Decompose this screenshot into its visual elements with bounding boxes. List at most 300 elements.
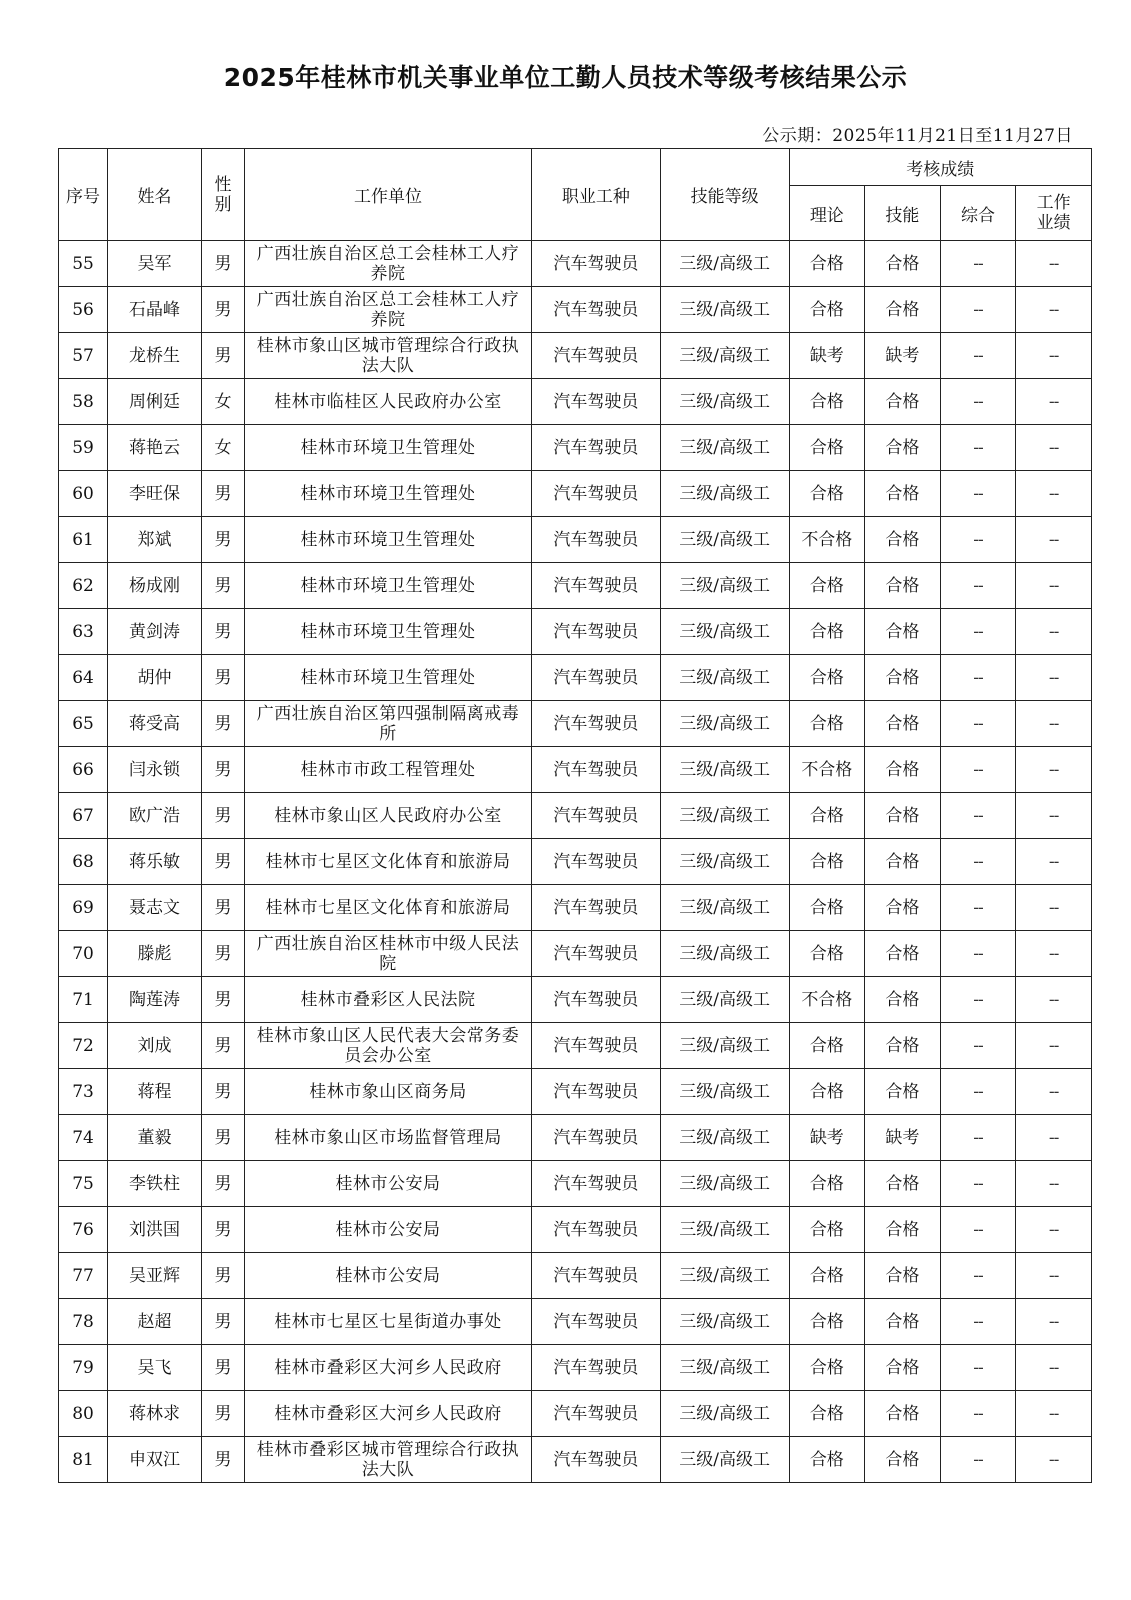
- cell-theory: 合格: [789, 1299, 865, 1345]
- header-seq: 序号: [59, 149, 108, 241]
- page-title: 2025年桂林市机关事业单位工勤人员技术等级考核结果公示: [223, 63, 908, 92]
- cell-seq: 81: [59, 1437, 108, 1483]
- cell-level: 三级/高级工: [660, 1299, 789, 1345]
- cell-level: 三级/高级工: [660, 1115, 789, 1161]
- cell-seq: 73: [59, 1069, 108, 1115]
- cell-skill: 合格: [865, 609, 941, 655]
- header-name: 姓名: [108, 149, 202, 241]
- cell-work: --: [1016, 1253, 1092, 1299]
- header-level: 技能等级: [660, 149, 789, 241]
- cell-theory: 合格: [789, 1253, 865, 1299]
- header-overall: 综合: [940, 186, 1016, 241]
- cell-name: 陶莲涛: [108, 977, 202, 1023]
- cell-overall: --: [940, 747, 1016, 793]
- cell-work: --: [1016, 1069, 1092, 1115]
- cell-theory: 合格: [789, 471, 865, 517]
- cell-overall: --: [940, 839, 1016, 885]
- cell-level: 三级/高级工: [660, 241, 789, 287]
- cell-overall: --: [940, 1299, 1016, 1345]
- table-row: [59, 471, 1092, 517]
- cell-name: 闫永锁: [108, 747, 202, 793]
- cell-level: 三级/高级工: [660, 425, 789, 471]
- cell-overall: --: [940, 425, 1016, 471]
- cell-unit: 桂林市环境卫生管理处: [244, 517, 531, 563]
- cell-seq: 67: [59, 793, 108, 839]
- cell-work: --: [1016, 839, 1092, 885]
- cell-level: 三级/高级工: [660, 839, 789, 885]
- table-row: [59, 701, 1092, 747]
- table-row: [59, 793, 1092, 839]
- table-body: [59, 241, 1092, 1483]
- cell-theory: 不合格: [789, 517, 865, 563]
- cell-theory: 合格: [789, 793, 865, 839]
- cell-skill: 合格: [865, 1299, 941, 1345]
- cell-work: --: [1016, 1023, 1092, 1069]
- cell-job: 汽车驾驶员: [532, 1115, 661, 1161]
- cell-unit: 广西壮族自治区第四强制隔离戒毒所: [244, 701, 531, 747]
- cell-gender: 男: [202, 1437, 245, 1483]
- cell-overall: --: [940, 563, 1016, 609]
- cell-seq: 59: [59, 425, 108, 471]
- cell-theory: 合格: [789, 287, 865, 333]
- table-row: [59, 1253, 1092, 1299]
- cell-skill: 合格: [865, 839, 941, 885]
- cell-level: 三级/高级工: [660, 287, 789, 333]
- cell-seq: 61: [59, 517, 108, 563]
- cell-unit: 广西壮族自治区总工会桂林工人疗养院: [244, 287, 531, 333]
- cell-theory: 合格: [789, 1161, 865, 1207]
- cell-seq: 75: [59, 1161, 108, 1207]
- cell-seq: 66: [59, 747, 108, 793]
- cell-name: 吴亚辉: [108, 1253, 202, 1299]
- cell-gender: 男: [202, 1161, 245, 1207]
- cell-work: --: [1016, 1207, 1092, 1253]
- table-row: [59, 287, 1092, 333]
- cell-skill: 合格: [865, 747, 941, 793]
- cell-unit: 桂林市叠彩区大河乡人民政府: [244, 1391, 531, 1437]
- table-row: [59, 747, 1092, 793]
- cell-theory: 合格: [789, 241, 865, 287]
- cell-name: 欧广浩: [108, 793, 202, 839]
- cell-seq: 72: [59, 1023, 108, 1069]
- cell-work: --: [1016, 701, 1092, 747]
- table-row: [59, 1391, 1092, 1437]
- table-row: [59, 885, 1092, 931]
- cell-gender: 男: [202, 977, 245, 1023]
- cell-work: --: [1016, 793, 1092, 839]
- cell-skill: 合格: [865, 379, 941, 425]
- cell-unit: 桂林市公安局: [244, 1207, 531, 1253]
- cell-seq: 74: [59, 1115, 108, 1161]
- cell-level: 三级/高级工: [660, 1069, 789, 1115]
- header-skill: 技能: [865, 186, 941, 241]
- cell-work: --: [1016, 1437, 1092, 1483]
- cell-level: 三级/高级工: [660, 977, 789, 1023]
- cell-job: 汽车驾驶员: [532, 333, 661, 379]
- table-row: [59, 241, 1092, 287]
- cell-job: 汽车驾驶员: [532, 1299, 661, 1345]
- cell-job: 汽车驾驶员: [532, 793, 661, 839]
- header-theory: 理论: [789, 186, 865, 241]
- publicity-period: 公示期：2025年11月21日至11月27日: [762, 126, 1073, 146]
- cell-work: --: [1016, 1391, 1092, 1437]
- table-row: [59, 379, 1092, 425]
- cell-theory: 合格: [789, 701, 865, 747]
- cell-name: 刘洪国: [108, 1207, 202, 1253]
- header-work-line2: 业绩: [1036, 213, 1071, 233]
- cell-unit: 桂林市七星区文化体育和旅游局: [244, 839, 531, 885]
- cell-theory: 合格: [789, 563, 865, 609]
- cell-gender: 男: [202, 1069, 245, 1115]
- cell-gender: 男: [202, 885, 245, 931]
- cell-seq: 63: [59, 609, 108, 655]
- cell-job: 汽车驾驶员: [532, 609, 661, 655]
- cell-skill: 缺考: [865, 1115, 941, 1161]
- cell-unit: 桂林市叠彩区人民法院: [244, 977, 531, 1023]
- cell-work: --: [1016, 287, 1092, 333]
- cell-work: --: [1016, 609, 1092, 655]
- cell-skill: 合格: [865, 1437, 941, 1483]
- cell-seq: 58: [59, 379, 108, 425]
- cell-theory: 合格: [789, 885, 865, 931]
- cell-overall: --: [940, 793, 1016, 839]
- cell-overall: --: [940, 977, 1016, 1023]
- cell-level: 三级/高级工: [660, 1391, 789, 1437]
- cell-overall: --: [940, 655, 1016, 701]
- cell-name: 聂志文: [108, 885, 202, 931]
- cell-overall: --: [940, 1437, 1016, 1483]
- cell-unit: 桂林市市政工程管理处: [244, 747, 531, 793]
- cell-job: 汽车驾驶员: [532, 701, 661, 747]
- cell-overall: --: [940, 1207, 1016, 1253]
- cell-skill: 合格: [865, 287, 941, 333]
- cell-skill: 合格: [865, 517, 941, 563]
- cell-gender: 男: [202, 1115, 245, 1161]
- cell-gender: 男: [202, 609, 245, 655]
- cell-theory: 合格: [789, 1207, 865, 1253]
- cell-name: 胡仲: [108, 655, 202, 701]
- table-row: [59, 1299, 1092, 1345]
- cell-level: 三级/高级工: [660, 1253, 789, 1299]
- cell-gender: 男: [202, 1299, 245, 1345]
- cell-name: 郑斌: [108, 517, 202, 563]
- table-row: [59, 333, 1092, 379]
- cell-level: 三级/高级工: [660, 609, 789, 655]
- cell-skill: 合格: [865, 1023, 941, 1069]
- cell-work: --: [1016, 655, 1092, 701]
- cell-job: 汽车驾驶员: [532, 471, 661, 517]
- cell-overall: --: [940, 287, 1016, 333]
- cell-skill: 缺考: [865, 333, 941, 379]
- cell-theory: 合格: [789, 609, 865, 655]
- cell-seq: 55: [59, 241, 108, 287]
- cell-theory: 缺考: [789, 333, 865, 379]
- cell-seq: 57: [59, 333, 108, 379]
- table-row: [59, 1023, 1092, 1069]
- table-row: [59, 839, 1092, 885]
- cell-seq: 80: [59, 1391, 108, 1437]
- cell-unit: 桂林市公安局: [244, 1253, 531, 1299]
- table-row: [59, 1437, 1092, 1483]
- cell-work: --: [1016, 425, 1092, 471]
- header-gender-line1: 性: [214, 174, 232, 195]
- cell-level: 三级/高级工: [660, 471, 789, 517]
- cell-work: --: [1016, 1115, 1092, 1161]
- cell-gender: 女: [202, 379, 245, 425]
- cell-gender: 男: [202, 655, 245, 701]
- cell-job: 汽车驾驶员: [532, 563, 661, 609]
- cell-level: 三级/高级工: [660, 701, 789, 747]
- cell-overall: --: [940, 517, 1016, 563]
- cell-gender: 男: [202, 931, 245, 977]
- cell-unit: 桂林市环境卫生管理处: [244, 655, 531, 701]
- cell-gender: 女: [202, 425, 245, 471]
- cell-overall: --: [940, 885, 1016, 931]
- cell-overall: --: [940, 1391, 1016, 1437]
- cell-theory: 不合格: [789, 977, 865, 1023]
- cell-name: 吴飞: [108, 1345, 202, 1391]
- header-work-line1: 工作: [1036, 193, 1071, 213]
- header-results: 考核成绩: [789, 149, 1091, 186]
- cell-seq: 77: [59, 1253, 108, 1299]
- table-header: [59, 149, 1092, 241]
- cell-gender: 男: [202, 747, 245, 793]
- cell-name: 吴军: [108, 241, 202, 287]
- cell-overall: --: [940, 1161, 1016, 1207]
- cell-gender: 男: [202, 241, 245, 287]
- cell-level: 三级/高级工: [660, 931, 789, 977]
- table-row: [59, 1345, 1092, 1391]
- header-unit: 工作单位: [244, 149, 531, 241]
- cell-overall: --: [940, 701, 1016, 747]
- cell-seq: 65: [59, 701, 108, 747]
- cell-skill: 合格: [865, 563, 941, 609]
- cell-seq: 71: [59, 977, 108, 1023]
- cell-work: --: [1016, 241, 1092, 287]
- cell-gender: 男: [202, 1023, 245, 1069]
- cell-seq: 64: [59, 655, 108, 701]
- table-row: [59, 1069, 1092, 1115]
- cell-unit: 桂林市象山区人民政府办公室: [244, 793, 531, 839]
- cell-skill: 合格: [865, 1253, 941, 1299]
- cell-gender: 男: [202, 1207, 245, 1253]
- cell-seq: 69: [59, 885, 108, 931]
- cell-gender: 男: [202, 839, 245, 885]
- cell-unit: 桂林市环境卫生管理处: [244, 609, 531, 655]
- cell-name: 龙桥生: [108, 333, 202, 379]
- cell-level: 三级/高级工: [660, 655, 789, 701]
- cell-theory: 不合格: [789, 747, 865, 793]
- cell-job: 汽车驾驶员: [532, 885, 661, 931]
- cell-overall: --: [940, 1069, 1016, 1115]
- cell-job: 汽车驾驶员: [532, 287, 661, 333]
- cell-name: 蒋程: [108, 1069, 202, 1115]
- header-gender: [202, 149, 245, 241]
- cell-job: 汽车驾驶员: [532, 1207, 661, 1253]
- cell-seq: 76: [59, 1207, 108, 1253]
- cell-level: 三级/高级工: [660, 747, 789, 793]
- cell-unit: 桂林市七星区七星街道办事处: [244, 1299, 531, 1345]
- cell-level: 三级/高级工: [660, 885, 789, 931]
- cell-work: --: [1016, 563, 1092, 609]
- cell-unit: 桂林市环境卫生管理处: [244, 425, 531, 471]
- cell-gender: 男: [202, 471, 245, 517]
- results-table: [58, 148, 1092, 1483]
- cell-job: 汽车驾驶员: [532, 1253, 661, 1299]
- cell-unit: 桂林市叠彩区城市管理综合行政执法大队: [244, 1437, 531, 1483]
- cell-job: 汽车驾驶员: [532, 1023, 661, 1069]
- table-row: [59, 609, 1092, 655]
- cell-name: 杨成刚: [108, 563, 202, 609]
- cell-name: 石晶峰: [108, 287, 202, 333]
- cell-seq: 60: [59, 471, 108, 517]
- cell-work: --: [1016, 747, 1092, 793]
- cell-name: 李旺保: [108, 471, 202, 517]
- cell-work: --: [1016, 1161, 1092, 1207]
- cell-unit: 桂林市临桂区人民政府办公室: [244, 379, 531, 425]
- cell-work: --: [1016, 1299, 1092, 1345]
- table-row: [59, 425, 1092, 471]
- cell-seq: 70: [59, 931, 108, 977]
- cell-skill: 合格: [865, 471, 941, 517]
- cell-name: 李铁柱: [108, 1161, 202, 1207]
- cell-job: 汽车驾驶员: [532, 241, 661, 287]
- cell-job: 汽车驾驶员: [532, 1437, 661, 1483]
- cell-job: 汽车驾驶员: [532, 1345, 661, 1391]
- cell-unit: 桂林市象山区城市管理综合行政执法大队: [244, 333, 531, 379]
- cell-job: 汽车驾驶员: [532, 517, 661, 563]
- cell-job: 汽车驾驶员: [532, 379, 661, 425]
- cell-job: 汽车驾驶员: [532, 1069, 661, 1115]
- cell-job: 汽车驾驶员: [532, 839, 661, 885]
- cell-theory: 合格: [789, 379, 865, 425]
- cell-skill: 合格: [865, 1207, 941, 1253]
- cell-seq: 62: [59, 563, 108, 609]
- cell-name: 黄剑涛: [108, 609, 202, 655]
- cell-skill: 合格: [865, 1161, 941, 1207]
- cell-theory: 合格: [789, 839, 865, 885]
- table-row: [59, 655, 1092, 701]
- cell-gender: 男: [202, 1345, 245, 1391]
- cell-gender: 男: [202, 1391, 245, 1437]
- cell-name: 申双江: [108, 1437, 202, 1483]
- cell-unit: 广西壮族自治区总工会桂林工人疗养院: [244, 241, 531, 287]
- cell-work: --: [1016, 977, 1092, 1023]
- table-row: [59, 563, 1092, 609]
- cell-skill: 合格: [865, 977, 941, 1023]
- cell-seq: 56: [59, 287, 108, 333]
- cell-skill: 合格: [865, 701, 941, 747]
- cell-name: 周俐廷: [108, 379, 202, 425]
- cell-gender: 男: [202, 517, 245, 563]
- cell-job: 汽车驾驶员: [532, 655, 661, 701]
- table-row: [59, 1161, 1092, 1207]
- cell-work: --: [1016, 1345, 1092, 1391]
- cell-theory: 合格: [789, 931, 865, 977]
- cell-skill: 合格: [865, 1069, 941, 1115]
- cell-work: --: [1016, 471, 1092, 517]
- cell-overall: --: [940, 1345, 1016, 1391]
- cell-name: 滕彪: [108, 931, 202, 977]
- header-job: 职业工种: [532, 149, 661, 241]
- cell-level: 三级/高级工: [660, 517, 789, 563]
- cell-unit: 桂林市七星区文化体育和旅游局: [244, 885, 531, 931]
- cell-theory: 合格: [789, 1069, 865, 1115]
- table-row: [59, 1115, 1092, 1161]
- cell-level: 三级/高级工: [660, 793, 789, 839]
- cell-name: 蒋艳云: [108, 425, 202, 471]
- cell-unit: 广西壮族自治区桂林市中级人民法院: [244, 931, 531, 977]
- cell-overall: --: [940, 609, 1016, 655]
- cell-work: --: [1016, 885, 1092, 931]
- cell-skill: 合格: [865, 241, 941, 287]
- cell-name: 蒋林求: [108, 1391, 202, 1437]
- cell-name: 刘成: [108, 1023, 202, 1069]
- cell-gender: 男: [202, 1253, 245, 1299]
- cell-name: 董毅: [108, 1115, 202, 1161]
- cell-gender: 男: [202, 287, 245, 333]
- cell-overall: --: [940, 1023, 1016, 1069]
- cell-level: 三级/高级工: [660, 1345, 789, 1391]
- cell-theory: 合格: [789, 1437, 865, 1483]
- cell-level: 三级/高级工: [660, 1207, 789, 1253]
- cell-overall: --: [940, 1253, 1016, 1299]
- cell-skill: 合格: [865, 885, 941, 931]
- table-row: [59, 517, 1092, 563]
- cell-theory: 合格: [789, 1023, 865, 1069]
- cell-unit: 桂林市环境卫生管理处: [244, 563, 531, 609]
- cell-seq: 79: [59, 1345, 108, 1391]
- cell-theory: 合格: [789, 1345, 865, 1391]
- cell-unit: 桂林市叠彩区大河乡人民政府: [244, 1345, 531, 1391]
- cell-theory: 缺考: [789, 1115, 865, 1161]
- cell-level: 三级/高级工: [660, 1023, 789, 1069]
- cell-name: 蒋乐敏: [108, 839, 202, 885]
- cell-seq: 68: [59, 839, 108, 885]
- header-work: [1016, 186, 1092, 241]
- cell-skill: 合格: [865, 931, 941, 977]
- cell-theory: 合格: [789, 655, 865, 701]
- cell-unit: 桂林市公安局: [244, 1161, 531, 1207]
- cell-skill: 合格: [865, 1345, 941, 1391]
- cell-skill: 合格: [865, 1391, 941, 1437]
- header-gender-line2: 别: [214, 194, 232, 215]
- cell-job: 汽车驾驶员: [532, 931, 661, 977]
- cell-work: --: [1016, 333, 1092, 379]
- cell-unit: 桂林市象山区市场监督管理局: [244, 1115, 531, 1161]
- cell-unit: 桂林市象山区商务局: [244, 1069, 531, 1115]
- cell-overall: --: [940, 379, 1016, 425]
- cell-name: 赵超: [108, 1299, 202, 1345]
- cell-theory: 合格: [789, 425, 865, 471]
- cell-unit: 桂林市象山区人民代表大会常务委员会办公室: [244, 1023, 531, 1069]
- cell-work: --: [1016, 517, 1092, 563]
- table-row: [59, 931, 1092, 977]
- cell-job: 汽车驾驶员: [532, 977, 661, 1023]
- cell-work: --: [1016, 931, 1092, 977]
- cell-overall: --: [940, 333, 1016, 379]
- cell-name: 蒋受高: [108, 701, 202, 747]
- cell-level: 三级/高级工: [660, 1161, 789, 1207]
- cell-work: --: [1016, 379, 1092, 425]
- cell-skill: 合格: [865, 793, 941, 839]
- cell-level: 三级/高级工: [660, 1437, 789, 1483]
- cell-gender: 男: [202, 701, 245, 747]
- cell-unit: 桂林市环境卫生管理处: [244, 471, 531, 517]
- cell-overall: --: [940, 1115, 1016, 1161]
- cell-level: 三级/高级工: [660, 379, 789, 425]
- cell-level: 三级/高级工: [660, 563, 789, 609]
